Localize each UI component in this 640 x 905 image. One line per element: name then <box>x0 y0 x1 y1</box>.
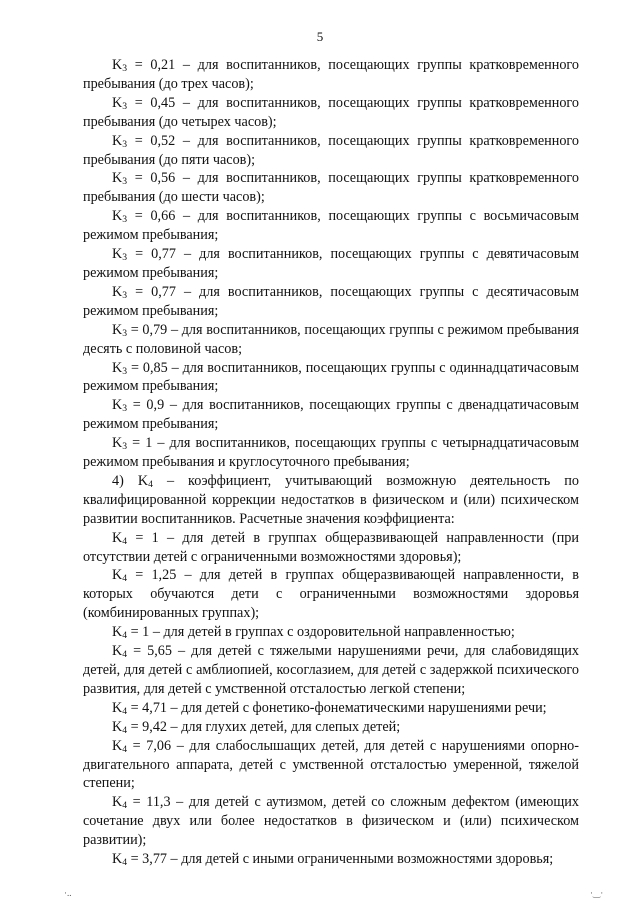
coefficient-paragraph <box>83 56 579 94</box>
coefficient-text: = 0,77 – для воспитанников, посещающих группы с девятичасовым режимом пребывания; <box>83 246 579 281</box>
coefficient-symbol: K <box>112 321 123 338</box>
coefficient-symbol: K <box>112 397 123 414</box>
scan-artifact-right: ·‿· <box>590 888 604 898</box>
coefficient-paragraph <box>83 359 579 397</box>
coefficient-paragraph <box>83 434 579 472</box>
coefficient-symbol: K <box>112 246 123 263</box>
coefficient-paragraph <box>83 245 579 283</box>
coefficient-paragraph <box>83 132 579 170</box>
coefficient-text: = 0,9 – для воспитанников, посещающих группы с двенадцатичасовым режимом пребывания; <box>83 397 579 433</box>
coefficient-symbol: K <box>112 851 123 868</box>
coefficient-paragraph <box>83 718 579 737</box>
coefficient-text: = 3,77 – для детей с иными ограниченными возможностями здоровья; <box>127 851 554 868</box>
coefficient-subscript: 4 <box>122 535 128 547</box>
coefficient-symbol: K <box>112 283 123 300</box>
coefficient-subscript: 3 <box>122 100 128 112</box>
coefficient-symbol: K <box>112 57 123 73</box>
coefficient-text: = 0,45 – для воспитанников, посещающих группы кратковременного пребывания (до четырех часов); <box>83 94 579 130</box>
coefficient-text: = 0,52 – для воспитанников, посещающих группы кратковременного пребывания (до пяти часов); <box>83 132 579 168</box>
coefficient-text: = 11,3 – для детей с аутизмом, детей со сложным дефектом (имеющих сочетание двух или более недостатков в физическом и (или) психическом развитии); <box>83 794 579 849</box>
coefficient-paragraph <box>83 850 579 869</box>
coefficient-text: = 4,71 – для детей с фонетико-фонематическими нарушениями речи; <box>127 699 547 716</box>
coefficient-subscript: 4 <box>122 649 128 661</box>
coefficient-text: = 1 – для воспитанников, посещающих группы с четырнадцатичасовым режимом пребывания и круглосуточного пребывания; <box>83 435 579 471</box>
coefficient-symbol: K <box>112 435 123 452</box>
coefficient-subscript: 3 <box>122 441 128 453</box>
coefficient-text: = 5,65 – для детей с тяжелыми нарушениями речи, для слабовидящих детей, для детей с амблиопией, косоглазием, для детей с задержкой психического развития, для детей с умственной отсталостью легкой степени; <box>83 643 579 697</box>
coefficient-paragraph <box>83 283 579 321</box>
coefficient-symbol: K <box>112 699 123 716</box>
coefficient-subscript: 4 <box>122 856 128 868</box>
coefficient-paragraph <box>83 793 579 850</box>
coefficient-paragraph <box>83 207 579 245</box>
coefficient-subscript: 4 <box>122 705 128 717</box>
coefficient-symbol: K <box>112 359 123 376</box>
coefficient-paragraph <box>83 623 579 642</box>
coefficient-symbol: K <box>112 132 123 149</box>
coefficient-text: = 7,06 – для слабослышащих детей, для детей с нарушениями опорно-двигательного аппарата, детей с умственной отсталостью умеренной, тяжелой степени; <box>83 737 579 792</box>
coefficient-symbol: K <box>112 794 123 811</box>
coefficient-symbol: K <box>112 208 123 225</box>
coefficient-subscript: 4 <box>122 630 128 642</box>
coefficient-symbol: K <box>112 718 123 735</box>
coefficient-paragraph <box>83 566 579 623</box>
coefficient-symbol: K <box>112 94 123 111</box>
coefficient-subscript: 3 <box>122 176 128 188</box>
page-number: 5 <box>316 29 324 44</box>
document-body <box>83 56 579 869</box>
coefficient-symbol: K <box>112 643 123 660</box>
coefficient-symbol: K <box>112 624 123 641</box>
coefficient-symbol: K <box>112 529 123 546</box>
coefficient-text: = 9,42 – для глухих детей, для слепых детей; <box>127 718 401 735</box>
coefficient-subscript: 4 <box>148 478 153 490</box>
coefficient-subscript: 3 <box>122 289 128 301</box>
coefficient-paragraph <box>83 642 579 699</box>
coefficient-subscript: 4 <box>122 573 128 585</box>
coefficient-paragraph <box>83 737 579 794</box>
coefficient-paragraph <box>83 169 579 207</box>
coefficient-symbol: K <box>112 567 123 584</box>
coefficient-symbol: K <box>137 472 149 489</box>
coefficient-subscript: 3 <box>122 138 128 150</box>
coefficient-subscript: 3 <box>122 365 128 377</box>
coefficient-paragraph <box>83 529 579 567</box>
coefficient-paragraph <box>83 396 579 434</box>
coefficient-paragraph <box>83 699 579 718</box>
coefficient-subscript: 3 <box>122 214 128 226</box>
coefficient-text: = 1,25 – для детей в группах общеразвивающей направленности, в которых обучаются дети с ограниченными возможностями здоровья (комбинированных группах); <box>83 567 579 622</box>
coefficient-paragraph <box>83 321 579 359</box>
coefficient-subscript: 3 <box>122 327 128 339</box>
coefficient-subscript: 4 <box>122 724 128 736</box>
coefficient-subscript: 4 <box>122 800 128 812</box>
coefficient-paragraph <box>83 472 579 529</box>
coefficient-subscript: 3 <box>122 403 128 415</box>
coefficient-text: = 0,56 – для воспитанников, посещающих группы кратковременного пребывания (до шести часов); <box>83 170 579 206</box>
coefficient-text: – коэффициент, учитывающий возможную деятельность по квалифицированной коррекции недостатков в физическом и (или) психическом развитии воспитанников. Расчетные значения коэффициента: <box>83 472 579 527</box>
coefficient-text: = 0,77 – для воспитанников, посещающих группы с десятичасовым режимом пребывания; <box>83 283 579 319</box>
coefficient-text: = 0,85 – для воспитанников, посещающих группы с одиннадцатичасовым режимом пребывания; <box>83 359 579 395</box>
coefficient-subscript: 3 <box>122 62 128 74</box>
coefficient-text: = 0,66 – для воспитанников, посещающих группы с восьмичасовым режимом пребывания; <box>83 208 579 244</box>
coefficient-text: = 1 – для детей в группах общеразвивающей направленности (при отсутствии детей с ограниченными возможностями здоровья); <box>83 529 579 565</box>
coefficient-paragraph <box>83 94 579 132</box>
list-number: 4) <box>112 472 138 489</box>
scan-artifact-left: ·.. <box>64 888 72 898</box>
coefficient-subscript: 3 <box>122 251 128 263</box>
coefficient-text: = 0,79 – для воспитанников, посещающих группы с режимом пребывания десять с половиной часов; <box>83 321 579 357</box>
coefficient-subscript: 4 <box>122 743 128 755</box>
coefficient-text: = 1 – для детей в группах с оздоровительной направленностью; <box>127 624 515 641</box>
coefficient-symbol: K <box>112 170 123 187</box>
coefficient-text: = 0,21 – для воспитанников, посещающих группы кратковременного пребывания (до трех часов); <box>83 57 579 92</box>
coefficient-symbol: K <box>112 737 123 754</box>
